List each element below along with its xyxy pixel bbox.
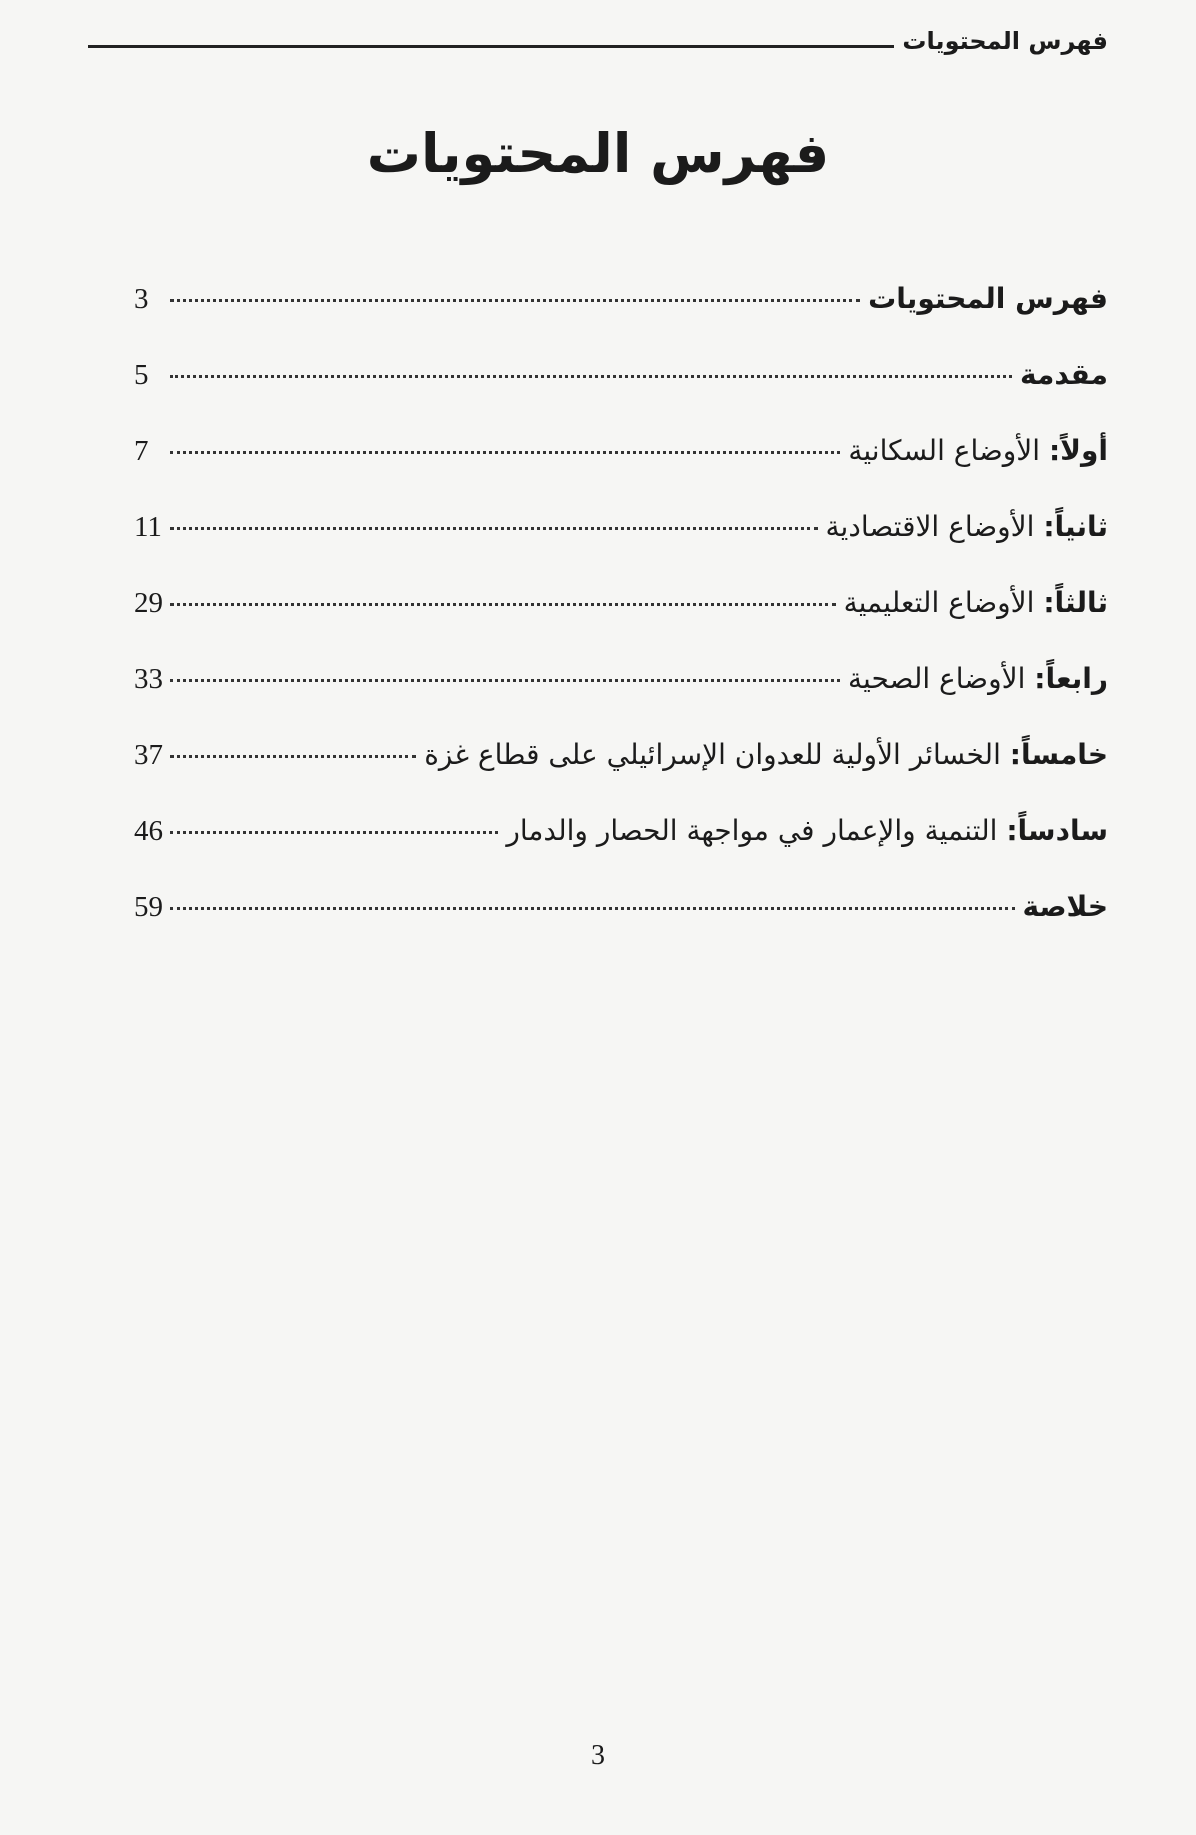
toc-entry-losses[interactable] — [134, 738, 1108, 814]
toc-entry-rest: التنمية والإعمار في مواجهة الحصار والدمار — [506, 814, 1007, 847]
toc-entry-lead: ثانياً: — [1043, 510, 1108, 543]
running-header-title: فهرس المحتويات — [902, 27, 1108, 55]
toc-leader-dots — [170, 755, 416, 758]
running-header — [88, 26, 1108, 56]
toc-entry-lead: فهرس المحتويات — [868, 282, 1108, 315]
toc-leader-dots — [170, 603, 836, 606]
toc-entry-title — [418, 738, 1108, 771]
toc-entry-page: 59 — [134, 891, 163, 923]
toc-entry-summary[interactable] — [134, 890, 1108, 966]
toc-leader-dots — [170, 527, 818, 530]
toc-leader-dots — [170, 299, 860, 302]
toc-entry-rest: الأوضاع السكانية — [848, 434, 1049, 467]
toc-leader-dots — [170, 375, 1012, 378]
toc-entry-introduction[interactable] — [134, 358, 1108, 434]
toc-entry-lead: سادساً: — [1006, 814, 1108, 847]
toc-leader-dots — [170, 831, 498, 834]
toc-entry-population[interactable] — [134, 434, 1108, 510]
toc-entry-title — [500, 814, 1108, 847]
toc-entry-page: 7 — [134, 435, 149, 467]
page-title: فهرس المحتويات — [366, 122, 830, 185]
toc-entry-lead: رابعاً: — [1034, 662, 1108, 695]
toc-entry-lead: ثالثاً: — [1043, 586, 1108, 619]
toc-entry-title — [1014, 358, 1108, 391]
toc-leader-dots — [170, 679, 840, 682]
toc-entry-title — [842, 434, 1108, 467]
toc-entry-lead: خامساً: — [1009, 738, 1108, 771]
toc-entry-page: 29 — [134, 587, 163, 619]
toc-entry-page: 3 — [134, 283, 149, 315]
toc-entry-page: 33 — [134, 663, 163, 695]
toc-entry-contents[interactable] — [134, 282, 1108, 358]
toc-leader-dots — [170, 451, 840, 454]
toc-entry-title — [842, 662, 1108, 695]
toc-entry-title — [862, 282, 1108, 315]
toc-entry-development[interactable] — [134, 814, 1108, 890]
toc-entry-economy[interactable] — [134, 510, 1108, 586]
toc-entry-education[interactable] — [134, 586, 1108, 662]
toc-entry-page: 46 — [134, 815, 163, 847]
toc-entry-lead: مقدمة — [1020, 358, 1108, 391]
toc-entry-title — [1017, 890, 1108, 923]
toc-entry-title — [820, 510, 1108, 543]
page-number: 3 — [591, 1740, 605, 1771]
toc-entry-page: 37 — [134, 739, 163, 771]
toc-entry-lead: أولاً: — [1048, 434, 1108, 467]
toc-entry-title — [838, 586, 1108, 619]
toc-entry-rest: الخسائر الأولية للعدوان الإسرائيلي على قطاع غزة — [424, 738, 1010, 771]
toc-entry-rest: الأوضاع الصحية — [848, 662, 1035, 695]
toc-entry-page: 5 — [134, 359, 149, 391]
toc-entry-lead: خلاصة — [1022, 890, 1108, 923]
toc-entry-page: 11 — [134, 511, 162, 543]
table-of-contents — [134, 282, 1108, 966]
running-header-rule — [88, 45, 894, 48]
toc-entry-rest: الأوضاع التعليمية — [843, 586, 1044, 619]
toc-entry-health[interactable] — [134, 662, 1108, 738]
toc-leader-dots — [170, 907, 1015, 910]
toc-entry-rest: الأوضاع الاقتصادية — [825, 510, 1044, 543]
